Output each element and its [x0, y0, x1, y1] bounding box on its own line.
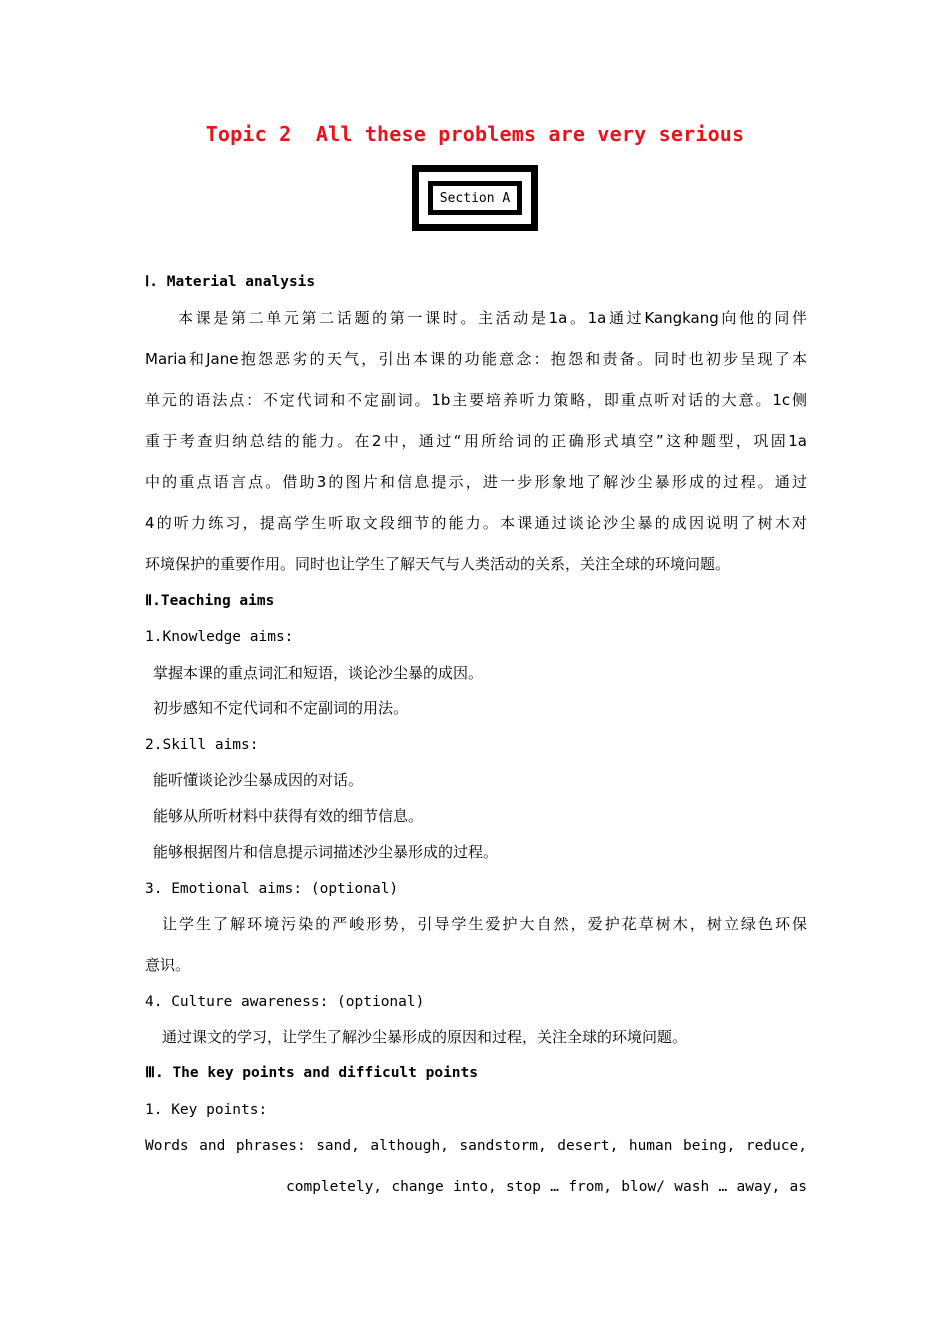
skill-item-2: 能够从所听材料中获得有效的细节信息。 — [153, 807, 424, 825]
knowledge-item-1: 掌握本课的重点词汇和短语，谈论沙尘暴的成因。 — [153, 664, 484, 682]
skill-aims-label: 2.Skill aims: — [145, 737, 259, 753]
emotional-aims-label: 3. Emotional aims: (optional) — [145, 881, 399, 897]
words-phrases-line-2: completely, change into, stop … from, blow/ wash … away, as — [286, 1179, 807, 1195]
section-label: Section A — [433, 186, 517, 210]
material-line-5: 中的重点语言点。借助3的图片和信息提示，进一步形象地了解沙尘暴形成的过程。通过 — [145, 473, 807, 491]
words-phrases-line-1: Words and phrases: sand, although, sandstorm, desert, human being, reduce, — [145, 1138, 807, 1154]
section-label-box — [412, 165, 538, 231]
material-line-6: 4的听力练习，提高学生听取文段细节的能力。本课通过谈论沙尘暴的成因说明了树木对 — [145, 514, 807, 532]
skill-item-3: 能够根据图片和信息提示词描述沙尘暴形成的过程。 — [153, 843, 499, 861]
key-points-label: 1. Key points: — [145, 1102, 268, 1118]
material-line-1: 本课是第二单元第二话题的第一课时。主活动是1a。1a通过Kangkang向他的同伴 — [178, 309, 807, 327]
material-analysis-heading: Ⅰ. Material analysis — [145, 274, 316, 290]
knowledge-aims-label: 1.Knowledge aims: — [145, 629, 294, 645]
skill-item-1: 能听懂谈论沙尘暴成因的对话。 — [153, 771, 364, 789]
document-title: Topic 2 All these problems are very serious — [205, 122, 745, 146]
material-line-4: 重于考查归纳总结的能力。在2中，通过“用所给词的正确形式填空”这种题型，巩固1a — [145, 432, 807, 450]
material-line-3: 单元的语法点：不定代词和不定副词。1b主要培养听力策略，即重点听对话的大意。1c侧 — [145, 391, 807, 409]
knowledge-item-2: 初步感知不定代词和不定副词的用法。 — [153, 699, 409, 717]
material-line-2: Maria和Jane抱怨恶劣的天气，引出本课的功能意念：抱怨和责备。同时也初步呈现了本 — [145, 350, 807, 368]
material-line-7: 环境保护的重要作用。同时也让学生了解天气与人类活动的关系，关注全球的环境问题。 — [145, 555, 731, 573]
teaching-aims-heading: Ⅱ.Teaching aims — [145, 593, 275, 609]
culture-line: 通过课文的学习，让学生了解沙尘暴形成的原因和过程，关注全球的环境问题。 — [162, 1028, 688, 1046]
emotional-line-2: 意识。 — [145, 956, 191, 974]
key-points-heading: Ⅲ. The key points and difficult points — [145, 1065, 478, 1081]
emotional-line-1: 让学生了解环境污染的严峻形势，引导学生爱护大自然，爱护花草树木，树立绿色环保 — [162, 915, 807, 933]
culture-awareness-label: 4. Culture awareness: (optional) — [145, 994, 425, 1010]
